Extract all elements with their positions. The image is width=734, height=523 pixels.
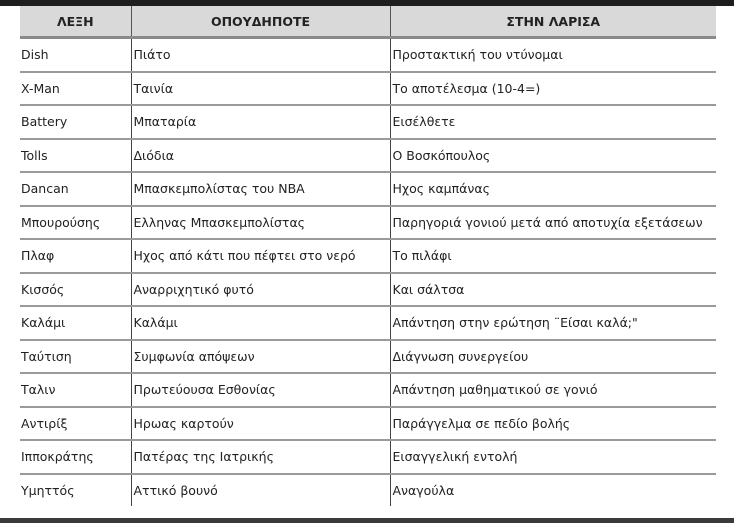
- word-meanings-table: [20, 6, 716, 506]
- table-row: [20, 474, 716, 507]
- cell-word: Battery: [20, 105, 131, 139]
- cell-anywhere: Συμφωνία απόψεων: [131, 340, 390, 374]
- cell-anywhere: Μπασκεμπολίστας του NBA: [131, 172, 390, 206]
- table-row: [20, 105, 716, 139]
- table-row: [20, 273, 716, 307]
- cell-in-larissa: Απάντηση μαθηματικού σε γονιό: [390, 373, 716, 407]
- cell-word: Dish: [20, 38, 131, 72]
- table-row: [20, 172, 716, 206]
- cell-anywhere: Καλάμι: [131, 306, 390, 340]
- cell-in-larissa: Εισαγγελική εντολή: [390, 440, 716, 474]
- table-row: [20, 440, 716, 474]
- cell-anywhere: Πατέρας της Ιατρικής: [131, 440, 390, 474]
- cell-anywhere: Ηχος από κάτι που πέφτει στο νερό: [131, 239, 390, 273]
- cell-word: Tolls: [20, 139, 131, 173]
- header-anywhere: ΟΠΟΥΔΗΠΟΤΕ: [131, 6, 390, 38]
- cell-word: Πλαφ: [20, 239, 131, 273]
- cell-anywhere: Μπαταρία: [131, 105, 390, 139]
- cell-word: Κισσός: [20, 273, 131, 307]
- cell-anywhere: Διόδια: [131, 139, 390, 173]
- cell-in-larissa: Αναγούλα: [390, 474, 716, 507]
- table-row: [20, 38, 716, 72]
- cell-word: Dancan: [20, 172, 131, 206]
- table-row: [20, 306, 716, 340]
- cell-anywhere: Αναρριχητικό φυτό: [131, 273, 390, 307]
- cell-anywhere: Ελληνας Μπασκεμπολίστας: [131, 206, 390, 240]
- cell-word: Καλάμι: [20, 306, 131, 340]
- cell-in-larissa: Ηχος καμπάνας: [390, 172, 716, 206]
- table-row: [20, 206, 716, 240]
- cell-in-larissa: Απάντηση στην ερώτηση ¨Είσαι καλά;": [390, 306, 716, 340]
- cell-word: Υμηττός: [21, 482, 75, 498]
- cell-word: Αντιρίξ: [20, 407, 131, 441]
- cell-anywhere: Πρωτεύουσα Εσθονίας: [131, 373, 390, 407]
- table-row: [20, 239, 716, 273]
- cell-anywhere: Πιάτο: [131, 38, 390, 72]
- header-in-larissa: ΣΤΗΝ ΛΑΡΙΣΑ: [390, 6, 716, 38]
- cell-anywhere: Ταινία: [131, 72, 390, 106]
- cell-word: Μπουρούσης: [20, 206, 131, 240]
- cell-in-larissa: Διάγνωση συνεργείου: [390, 340, 716, 374]
- bottom-dark-strip: [0, 518, 734, 523]
- cell-in-larissa: Προστακτική του ντύνομαι: [390, 38, 716, 72]
- cell-in-larissa: Παρηγοριά γονιού μετά από αποτυχία εξετάσεων: [390, 206, 716, 240]
- header-word: ΛΕΞΗ: [20, 6, 131, 38]
- word-meanings-table-container: [20, 6, 716, 506]
- cell-in-larissa: Ο Βοσκόπουλος: [390, 139, 716, 173]
- cell-word: Ταύτιση: [20, 340, 131, 374]
- cell-in-larissa: Το πιλάφι: [390, 239, 716, 273]
- table-row: [20, 407, 716, 441]
- cell-anywhere: Αττικό βουνό: [131, 474, 390, 507]
- cell-in-larissa: Εισέλθετε: [390, 105, 716, 139]
- cell-in-larissa: Και σάλτσα: [390, 273, 716, 307]
- table-row: [20, 373, 716, 407]
- cell-word: Ιπποκράτης: [20, 440, 131, 474]
- table-row: [20, 340, 716, 374]
- cell-word: X-Man: [20, 72, 131, 106]
- cell-in-larissa: Το αποτέλεσμα (10-4=): [390, 72, 716, 106]
- cell-anywhere: Ηρωας καρτούν: [131, 407, 390, 441]
- table-row: [20, 139, 716, 173]
- cell-word: Ταλιν: [20, 373, 131, 407]
- header-row: [20, 6, 716, 38]
- cell-in-larissa: Παράγγελμα σε πεδίο βολής: [390, 407, 716, 441]
- table-row: [20, 72, 716, 106]
